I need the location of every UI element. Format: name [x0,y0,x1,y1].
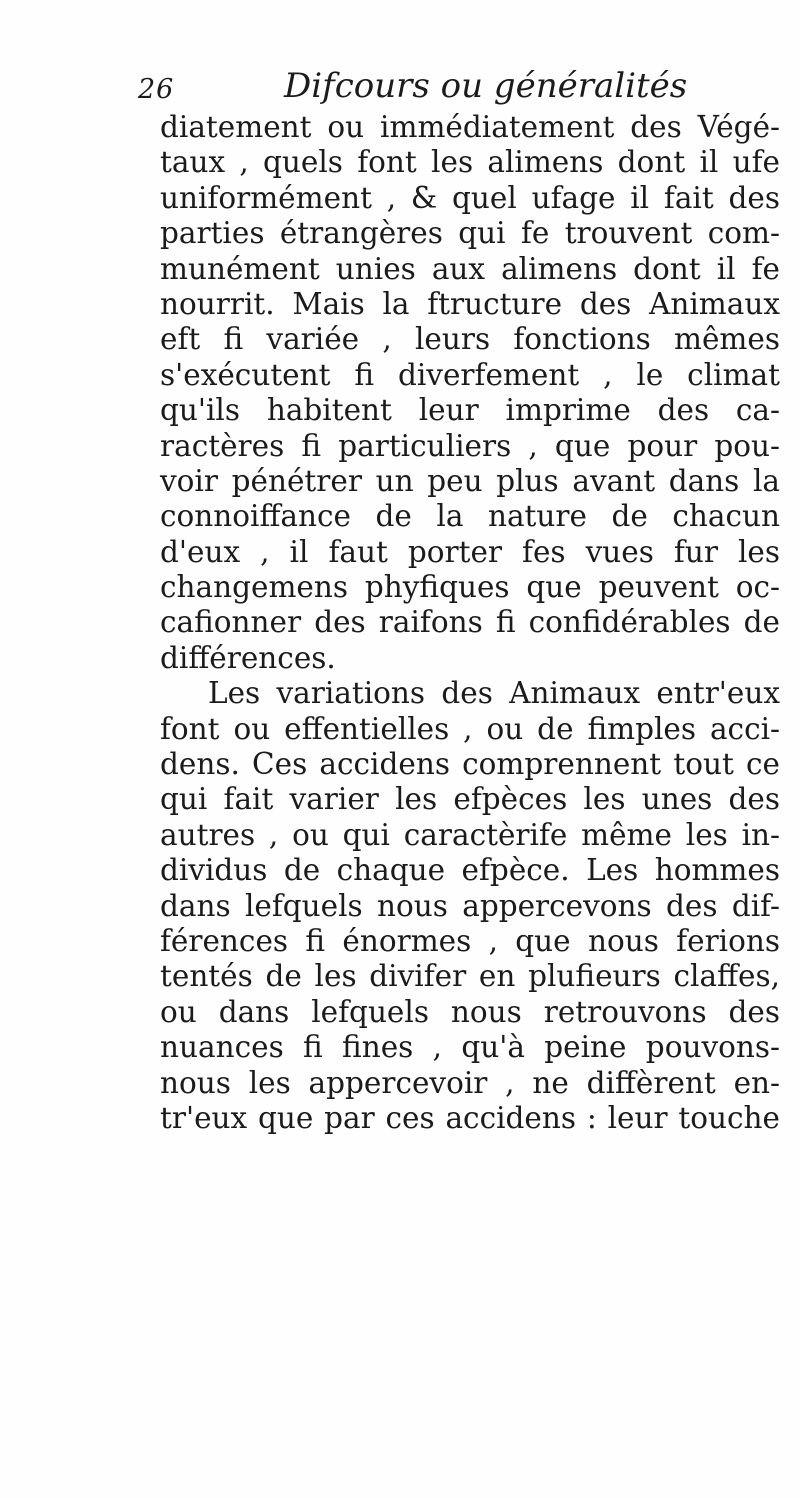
text-line: parties étrangères qui fe trouvent com- [160,216,780,251]
paragraph-end-line: différences. [160,640,336,675]
text-line: férences fi énormes , que nous ferions [160,923,780,958]
text-line: ou dans lefquels nous retrouvons des [160,994,780,1029]
text-line: eft fi variée , leurs fonctions mêmes [160,322,780,357]
text-line: tentés de les divifer en plufieurs claffes, [160,959,780,994]
text-line: munément unies aux alimens dont il fe [160,251,780,286]
text-line: dividus de chaque efpèce. Les hommes [160,853,780,888]
running-title: Difcours ou généralités [284,66,688,106]
text-line: tr'eux que par ces accidens : leur touche [160,1100,780,1135]
text-line: d'eux , il faut porter fes vues fur les [160,534,780,569]
text-line: cafionner des raifons fi confidérables de [160,605,780,640]
text-line: dans lefquels nous appercevons des dif- [160,888,780,923]
running-head [138,66,758,106]
text-line: font ou effentielles , ou de fimples acci- [160,711,780,746]
text-line: nuances fi fines , qu'à peine pouvons- [160,1030,780,1065]
text-line: autres , ou qui caractèrife même les in- [160,817,780,852]
body-text [160,110,780,1136]
paragraph-start-line: Les variations des Animaux entr'eux [208,676,780,711]
text-line: nous les appercevoir , ne diffèrent en- [160,1065,780,1100]
text-line: uniformément , & quel ufage il fait des [160,180,780,215]
text-line: taux , quels font les alimens dont il ufe [160,145,780,180]
text-line: diatement ou immédiatement des Végé- [160,110,780,144]
text-line: nourrit. Mais la ftructure des Animaux [160,286,780,321]
text-line: dens. Ces accidens comprennent tout ce [160,747,780,782]
page-number: 26 [138,74,175,105]
text-line: voir pénétrer un peu plus avant dans la [160,463,780,498]
text-line: ractères fi particuliers , que pour pou- [160,428,780,463]
text-line: connoiffance de la nature de chacun [160,499,780,534]
text-line: qu'ils habitent leur imprime des ca- [160,393,780,428]
text-line: s'exécutent fi diverfement , le climat [160,357,780,392]
text-line: changemens phyfiques que peuvent oc- [160,570,780,605]
text-line: qui fait varier les efpèces les unes des [160,782,780,817]
